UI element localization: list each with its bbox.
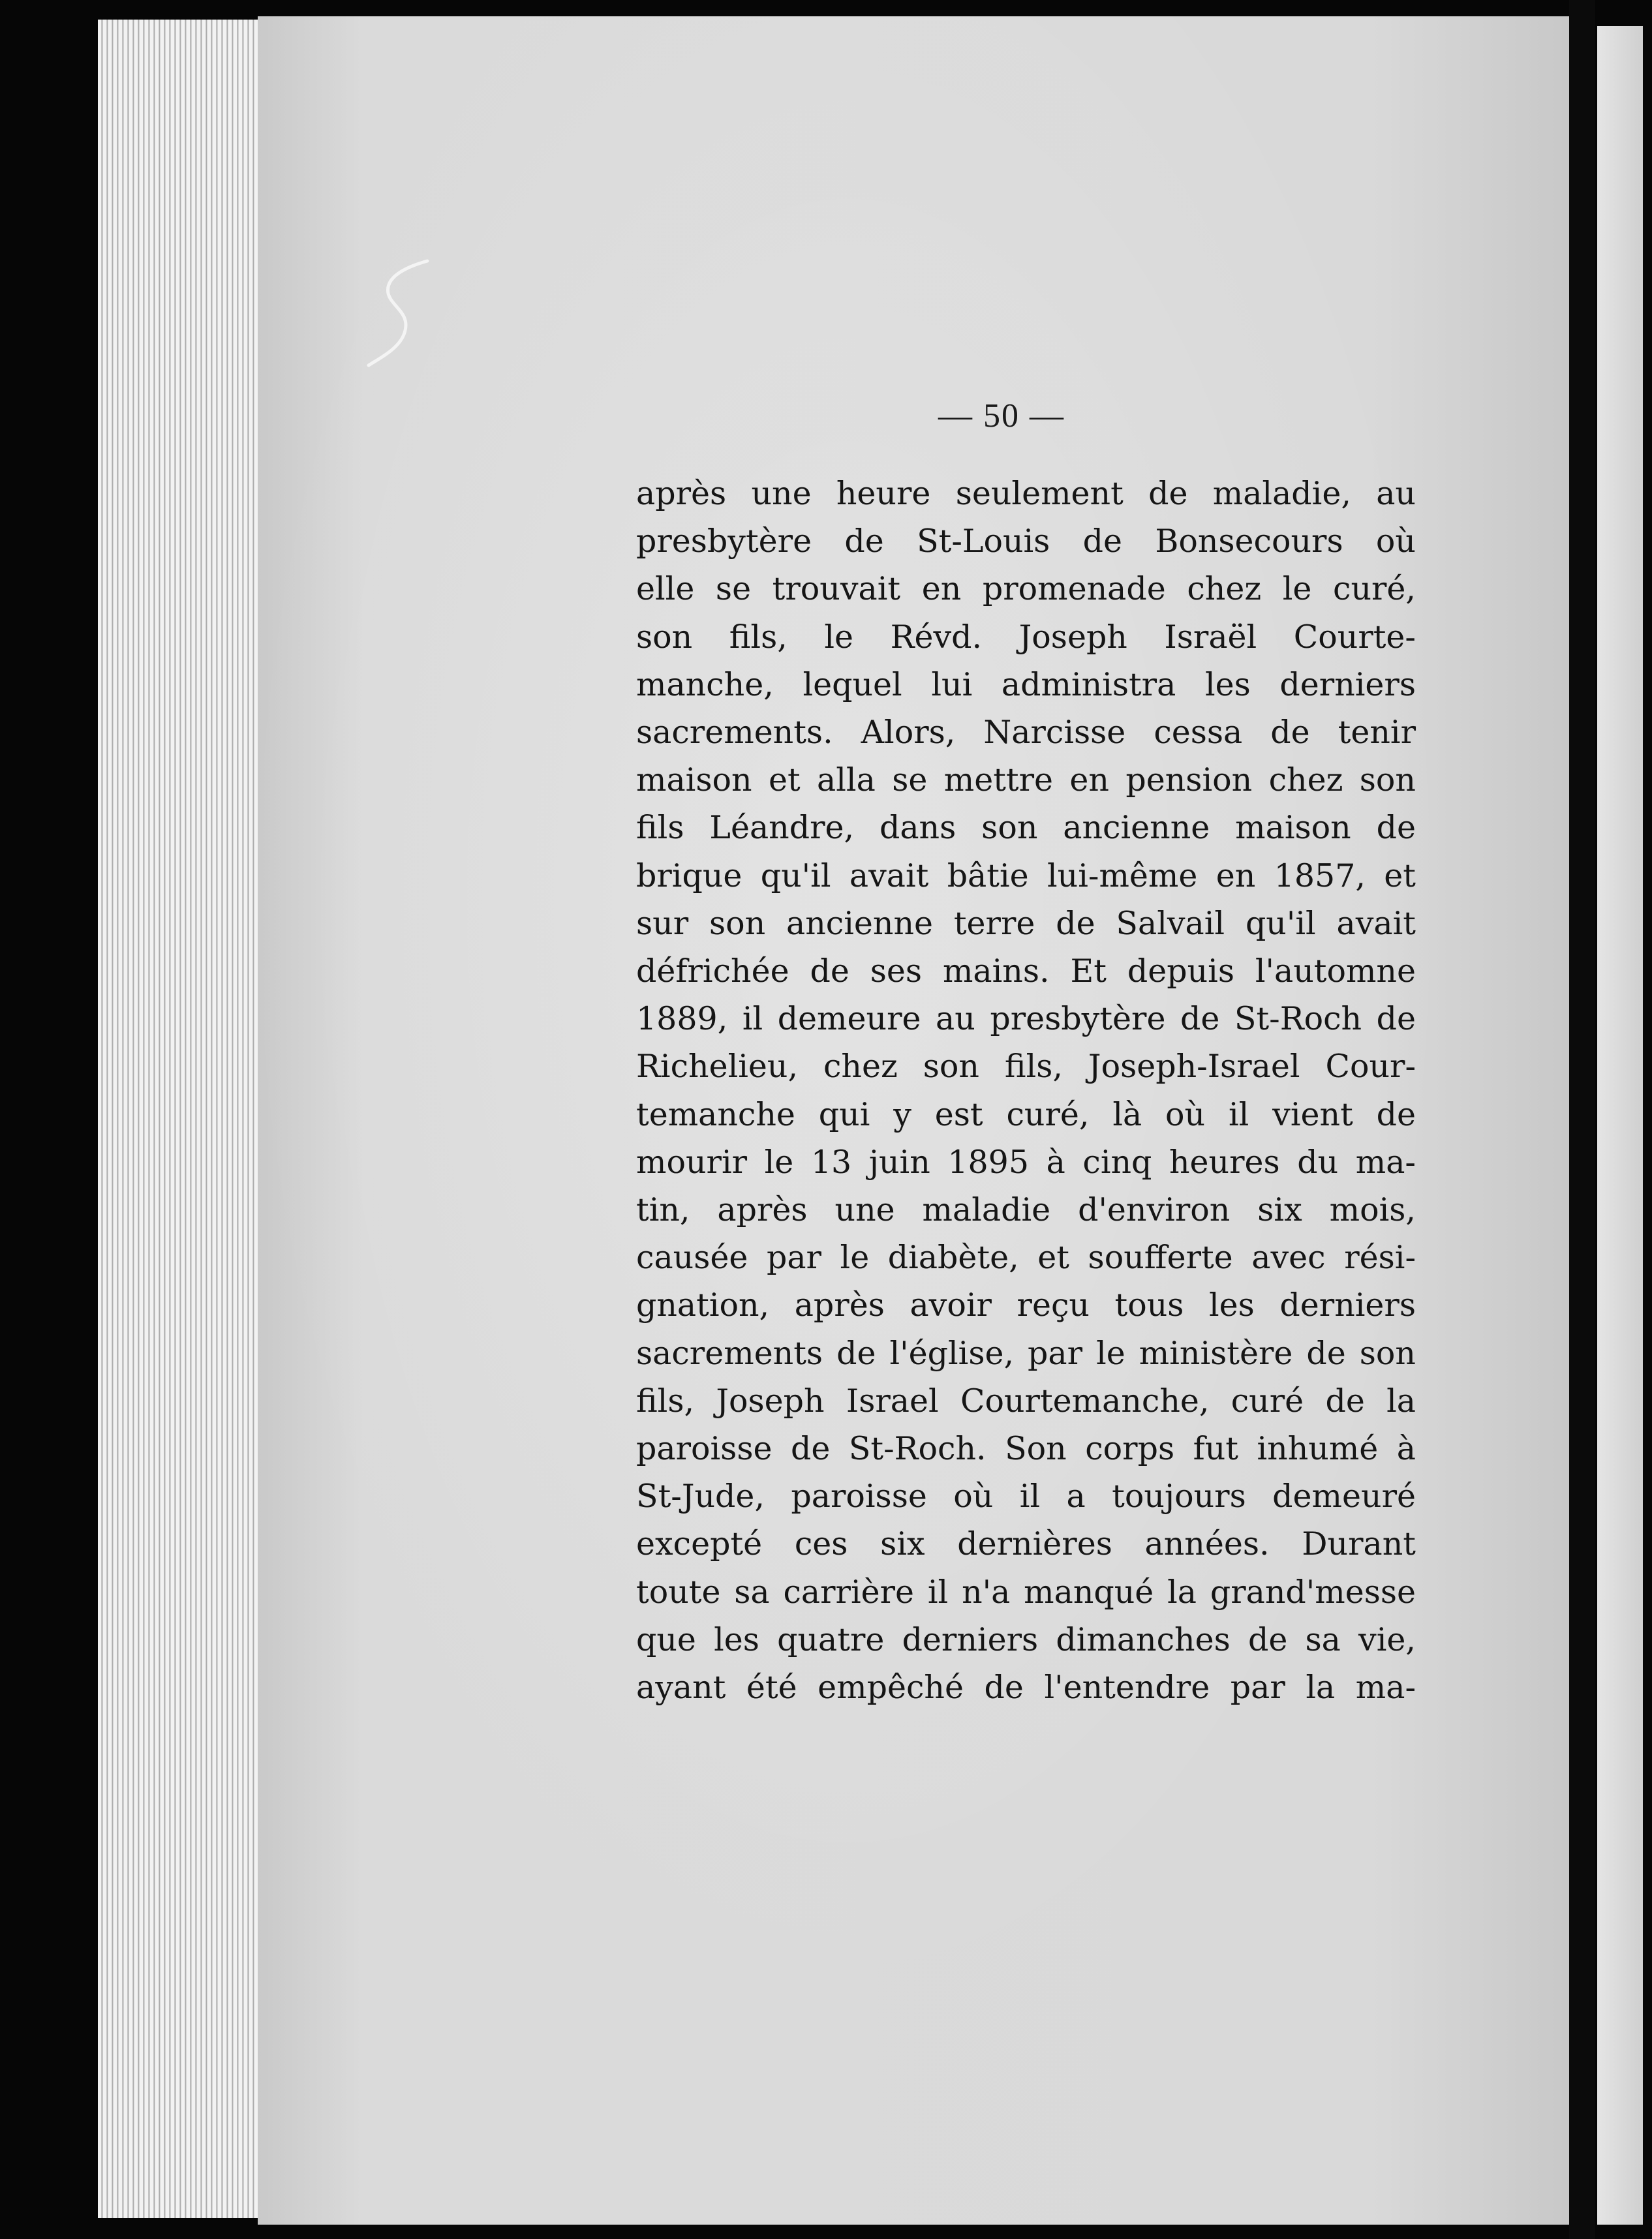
text-line: sur son ancienne terre de Salvail qu'il avait bbox=[636, 904, 1416, 942]
text-line: fils Léandre, dans son ancienne maison de bbox=[636, 809, 1416, 847]
text-line: temanche qui y est curé, là où il vient de bbox=[636, 1095, 1416, 1133]
text-line: paroisse de St-Roch. Son corps fut inhumé à bbox=[636, 1430, 1416, 1468]
text-line: défrichée de ses mains. Et depuis l'automne bbox=[636, 952, 1416, 990]
page-number: — 50 — bbox=[938, 397, 1065, 434]
text-line: 1889, il demeure au presbytère de St-Roch de bbox=[636, 1000, 1416, 1038]
text-line: St-Jude, paroisse où il a toujours demeuré bbox=[636, 1478, 1416, 1516]
text-line: tin, après une maladie d'environ six mois, bbox=[636, 1191, 1416, 1229]
text-line: gnation, après avoir reçu tous les derniers bbox=[636, 1287, 1416, 1324]
text-line: après une heure seulement de maladie, au bbox=[636, 475, 1416, 512]
text-line: ayant été empêché de l'entendre par la ma- bbox=[636, 1669, 1416, 1707]
book-binding bbox=[1569, 0, 1595, 2239]
facing-page-edge bbox=[1597, 26, 1643, 2225]
text-line: toute sa carrière il n'a manqué la grand'messe bbox=[636, 1573, 1416, 1611]
text-line: Richelieu, chez son fils, Joseph-Israel Cour- bbox=[636, 1048, 1416, 1086]
page-stack-edges bbox=[98, 20, 268, 2218]
text-line: causée par le diabète, et soufferte avec rési- bbox=[636, 1239, 1416, 1277]
text-line: sacrements. Alors, Narcisse cessa de tenir bbox=[636, 714, 1416, 752]
text-line: presbytère de St-Louis de Bonsecours où bbox=[636, 523, 1416, 560]
text-line: son fils, le Révd. Joseph Israël Courte- bbox=[636, 618, 1416, 656]
text-line: que les quatre derniers dimanches de sa vie, bbox=[636, 1621, 1416, 1658]
text-line: elle se trouvait en promenade chez le curé, bbox=[636, 570, 1416, 608]
text-line: sacrements de l'église, par le ministère de son bbox=[636, 1334, 1416, 1372]
text-line: maison et alla se mettre en pension chez son bbox=[636, 761, 1416, 799]
text-line: excepté ces six dernières années. Durant bbox=[636, 1525, 1416, 1563]
pencil-annotation-mark bbox=[365, 254, 437, 372]
text-line: brique qu'il avait bâtie lui-même en 1857, et bbox=[636, 857, 1416, 894]
text-line: mourir le 13 juin 1895 à cinq heures du ma- bbox=[636, 1143, 1416, 1181]
text-line: fils, Joseph Israel Courtemanche, curé de la bbox=[636, 1382, 1416, 1420]
body-text bbox=[636, 470, 1416, 1711]
text-line: manche, lequel lui administra les derniers bbox=[636, 665, 1416, 703]
